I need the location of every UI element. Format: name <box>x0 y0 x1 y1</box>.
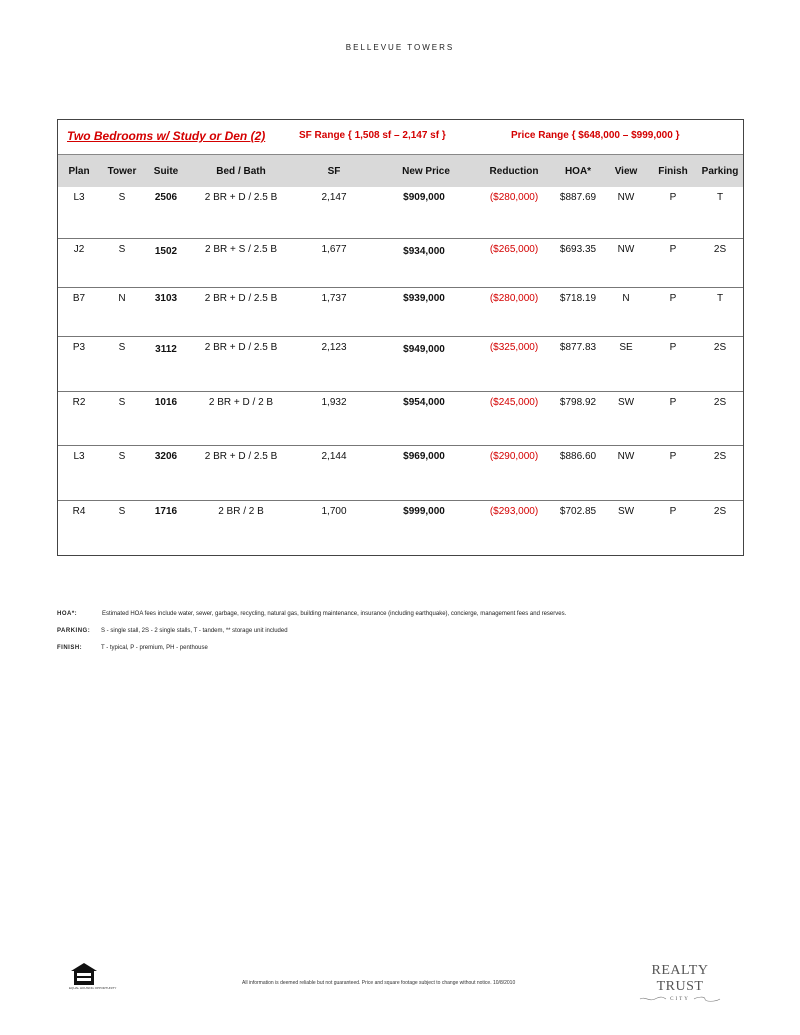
cell-view: NW <box>617 244 635 255</box>
cell-hoa: $887.69 <box>559 192 597 203</box>
brand-sub-row <box>628 996 732 1002</box>
cell-sf: 1,677 <box>321 244 347 255</box>
cell-suite: 3206 <box>154 451 178 462</box>
column-header-finish: Finish <box>658 166 688 177</box>
cell-view: SE <box>619 342 633 353</box>
cell-sf: 1,737 <box>321 293 347 304</box>
cell-parking: T <box>716 192 724 203</box>
cell-hoa: $798.92 <box>559 397 597 408</box>
cell-plan: L3 <box>73 451 85 462</box>
page-title: BELLEVUE TOWERS <box>345 43 455 52</box>
cell-sf: 2,144 <box>321 451 347 462</box>
price-range: Price Range { $648,000 – $999,000 } <box>511 130 680 141</box>
cell-reduction: ($245,000) <box>489 397 539 408</box>
brand-name: REALTY TRUST <box>651 963 709 994</box>
table-header <box>58 155 743 187</box>
cell-finish: P <box>669 192 677 203</box>
column-header-parking: Parking <box>701 166 739 177</box>
table-row <box>58 501 743 555</box>
table-row <box>58 288 743 337</box>
table-row <box>58 337 743 392</box>
cell-hoa: $886.60 <box>559 451 597 462</box>
column-header-sf: SF <box>327 166 341 177</box>
cell-new-price: $909,000 <box>403 192 445 203</box>
brand-logo <box>628 963 732 1002</box>
note-key-finish: FINISH: <box>57 645 83 651</box>
cell-reduction: ($280,000) <box>489 293 539 304</box>
cell-bed-bath: 2 BR + S / 2.5 B <box>205 244 277 255</box>
cell-new-price: $949,000 <box>403 344 445 355</box>
table-row <box>58 239 743 288</box>
note-text-parking: S - single stall, 2S - 2 single stalls, T - tandem, ** storage unit included <box>101 628 288 634</box>
listing-title-row <box>58 120 743 155</box>
column-header-plan: Plan <box>68 166 90 177</box>
column-header-hoa: HOA* <box>564 166 592 177</box>
cell-finish: P <box>669 397 677 408</box>
cell-hoa: $877.83 <box>559 342 597 353</box>
cell-tower: S <box>118 342 126 353</box>
cell-plan: R2 <box>72 397 86 408</box>
cell-finish: P <box>669 451 677 462</box>
cell-finish: P <box>669 342 677 353</box>
column-header-new-price: New Price <box>402 166 450 177</box>
disclaimer: All information is deemed reliable but not guaranteed. Price and square footage subject to change without notice. 10/8/2010 <box>242 980 516 986</box>
flourish-right-icon <box>693 996 721 1002</box>
cell-tower: S <box>118 506 126 517</box>
cell-parking: 2S <box>713 244 727 255</box>
cell-tower: S <box>118 244 126 255</box>
cell-sf: 1,700 <box>321 506 347 517</box>
cell-hoa: $693.35 <box>559 244 597 255</box>
cell-parking: 2S <box>713 506 727 517</box>
cell-reduction: ($290,000) <box>489 451 539 462</box>
cell-suite: 2506 <box>154 192 178 203</box>
cell-suite: 1716 <box>154 506 178 517</box>
column-header-reduction: Reduction <box>489 166 539 177</box>
cell-suite: 1016 <box>154 397 178 408</box>
cell-bed-bath: 2 BR + D / 2.5 B <box>204 451 278 462</box>
cell-new-price: $969,000 <box>403 451 445 462</box>
column-header-bed-bath: Bed / Bath <box>216 166 266 177</box>
cell-view: NW <box>617 451 635 462</box>
note-text-hoa: Estimated HOA fees include water, sewer, garbage, recycling, natural gas, building maintenance, insurance (including earthquake), concierge, management fees and reserves. <box>102 611 567 617</box>
cell-view: SW <box>617 506 635 517</box>
cell-reduction: ($293,000) <box>489 506 539 517</box>
cell-new-price: $934,000 <box>403 246 445 257</box>
cell-tower: S <box>118 192 126 203</box>
cell-sf: 1,932 <box>321 397 347 408</box>
cell-bed-bath: 2 BR + D / 2.5 B <box>204 192 278 203</box>
cell-parking: 2S <box>713 342 727 353</box>
cell-parking: 2S <box>713 451 727 462</box>
sf-range: SF Range { 1,508 sf – 2,147 sf } <box>299 130 446 141</box>
cell-view: NW <box>617 192 635 203</box>
cell-tower: S <box>118 397 126 408</box>
cell-plan: L3 <box>73 192 85 203</box>
cell-bed-bath: 2 BR + D / 2.5 B <box>204 293 278 304</box>
cell-view: SW <box>617 397 635 408</box>
cell-suite: 3112 <box>155 344 177 355</box>
table-row <box>58 187 743 239</box>
cell-hoa: $702.85 <box>559 506 597 517</box>
note-text-finish: T - typical, P - premium, PH - penthouse <box>101 645 208 651</box>
cell-tower: S <box>118 451 126 462</box>
cell-plan: R4 <box>72 506 86 517</box>
brand-sub: CITY <box>670 996 690 1002</box>
cell-finish: P <box>669 244 677 255</box>
cell-bed-bath: 2 BR + D / 2 B <box>208 397 274 408</box>
column-header-view: View <box>614 166 638 177</box>
note-key-hoa: HOA*: <box>57 611 78 617</box>
table-row <box>58 446 743 501</box>
table-row <box>58 392 743 446</box>
cell-suite: 1502 <box>154 246 178 257</box>
cell-reduction: ($265,000) <box>489 244 539 255</box>
cell-bed-bath: 2 BR / 2 B <box>218 506 264 517</box>
cell-reduction: ($280,000) <box>489 192 539 203</box>
flourish-left-icon <box>639 996 667 1002</box>
cell-suite: 3103 <box>154 293 178 304</box>
listing-title: Two Bedrooms w/ Study or Den (2) <box>67 129 266 143</box>
cell-new-price: $939,000 <box>403 293 445 304</box>
cell-tower: N <box>118 293 126 304</box>
listing-table <box>57 119 744 556</box>
cell-parking: 2S <box>713 397 727 408</box>
cell-parking: T <box>716 293 724 304</box>
cell-hoa: $718.19 <box>559 293 597 304</box>
cell-view: N <box>622 293 630 304</box>
cell-plan: P3 <box>72 342 86 353</box>
column-header-suite: Suite <box>153 166 179 177</box>
cell-sf: 2,123 <box>321 342 347 353</box>
cell-new-price: $999,000 <box>403 506 445 517</box>
cell-plan: B7 <box>72 293 86 304</box>
eho-caption: EQUAL HOUSING OPPORTUNITY <box>69 986 117 990</box>
cell-reduction: ($325,000) <box>489 342 539 353</box>
note-key-parking: PARKING: <box>57 628 91 634</box>
cell-finish: P <box>669 506 677 517</box>
cell-finish: P <box>669 293 677 304</box>
cell-sf: 2,147 <box>321 192 347 203</box>
cell-bed-bath: 2 BR + D / 2.5 B <box>204 342 278 353</box>
column-header-tower: Tower <box>107 166 137 177</box>
cell-plan: J2 <box>73 244 85 255</box>
cell-new-price: $954,000 <box>403 397 445 408</box>
